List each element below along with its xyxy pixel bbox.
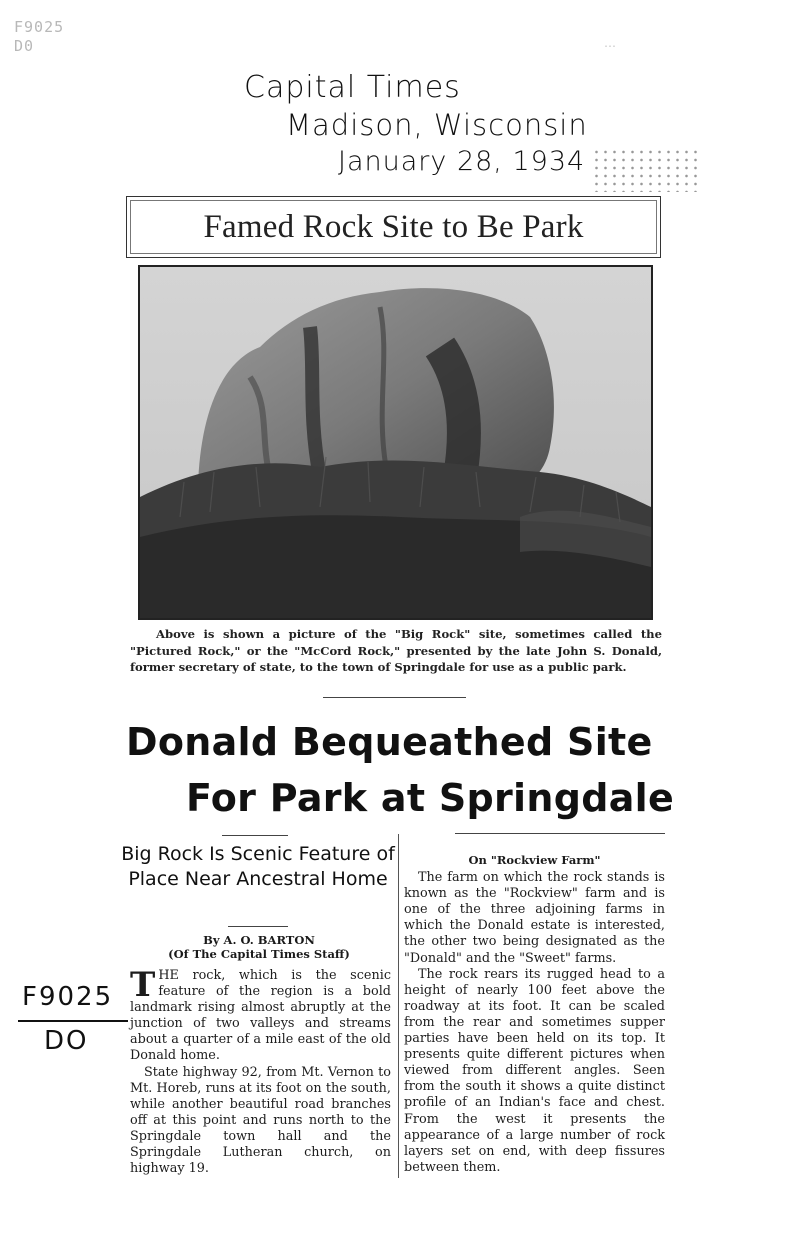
big-rock-image xyxy=(140,267,651,618)
byline-name: By A. O. BARTON xyxy=(203,933,315,947)
right-column-top-rule xyxy=(455,833,665,834)
caption-divider xyxy=(323,697,466,698)
box-headline-text: Famed Rock Site to Be Park xyxy=(203,208,584,245)
subhead-bottom-rule xyxy=(228,926,288,927)
left-paragraph-1-text: HE rock, which is the scenic feature of the region is a bold landmark rising almost abruptly at the junction of two valleys and streams about a quarter of a mile east of the old Donald home. xyxy=(130,968,391,1064)
box-headline xyxy=(126,196,661,258)
file-code-bottom: DO xyxy=(44,1026,89,1056)
headline-line-2: For Park at Springdale xyxy=(186,776,675,820)
left-paragraph-2: State highway 92, from Mt. Vernon to Mt. Horeb, runs at its foot on the south, while another beautiful road branches off at this point and runs north to the Springdale town hall and the Springdale Lutheran church, on highway 19. xyxy=(130,1064,391,1177)
byline-affiliation: (Of The Capital Times Staff) xyxy=(168,947,350,961)
corner-pencil-note xyxy=(14,18,124,56)
photo-caption: Above is shown a picture of the "Big Rock" site, sometimes called the "Pictured Rock," or the "McCord Rock," presented by the late John S. Donald, former secretary of state, to the town of Springdale for use as a public park. xyxy=(130,627,662,674)
section-title: On "Rockview Farm" xyxy=(468,853,601,867)
right-paragraph-1: The farm on which the rock stands is known as the "Rockview" farm and is one of the three adjoining farms in which the Donald estate is interested, the other two being designated as the "Donald" and the "Sweet" farms. xyxy=(404,870,665,966)
subheadline: Big Rock Is Scenic Feature of Place Near Ancestral Home xyxy=(121,843,395,890)
handwritten-location: Madison, Wisconsin xyxy=(286,108,588,142)
drop-cap: T xyxy=(130,965,156,1005)
handwritten-date: January 28, 1934 xyxy=(338,146,586,177)
left-paragraph-1 xyxy=(130,965,391,1065)
file-code-divider xyxy=(18,1020,128,1022)
headline-line-1: Donald Bequeathed Site xyxy=(126,720,653,764)
pencil-dots-mark xyxy=(592,148,700,192)
corner-pencil-line-1: F9025 xyxy=(14,18,65,36)
column-divider xyxy=(398,834,399,1178)
right-paragraph-2: The rock rears its rugged head to a height of nearly 100 feet above the roadway at its foot. It can be scaled from the rear and sometimes supper parties have been held on its top. It presents quite different pictures when viewed from different angles. Seen from the south it shows a quite distinct profile of an Indian's face and chest. From the west it presents the appearance of a large number of rock layers set on end, with deep fissures between them. xyxy=(404,966,665,1175)
byline xyxy=(126,933,392,961)
file-code-top: F9025 xyxy=(22,982,114,1012)
corner-pencil-line-2: D0 xyxy=(14,37,35,55)
article-right-column xyxy=(404,852,665,1176)
pencil-mark-right: … xyxy=(604,36,616,50)
rock-photo xyxy=(138,265,653,620)
subhead-top-rule xyxy=(222,835,288,836)
article-left-column xyxy=(130,965,391,1177)
handwritten-publication: Capital Times xyxy=(244,70,461,105)
